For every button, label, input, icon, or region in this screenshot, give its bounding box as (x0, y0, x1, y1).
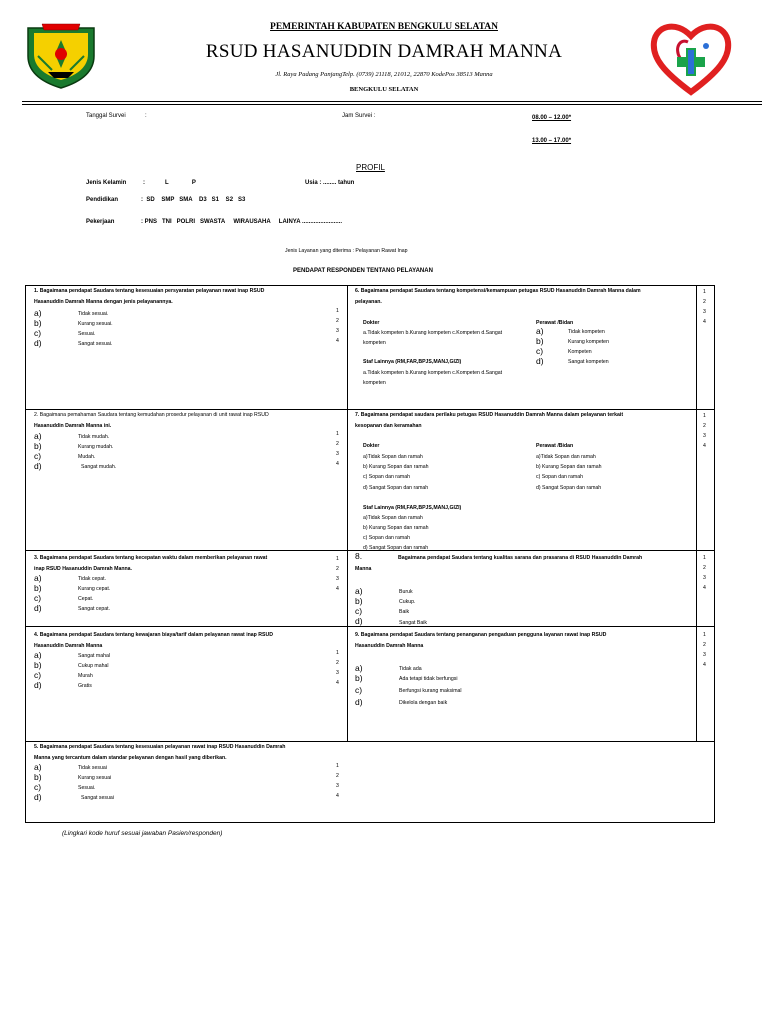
q5-option-c: Sesuai. (78, 785, 96, 791)
q8-option-c: Baik (399, 609, 410, 615)
q7-staff-label: Staf Lainnya (RM,FAR,BPJS,MANJ,GIZI) (363, 505, 462, 511)
q3-score-2[interactable]: 2 (336, 566, 339, 572)
q8-text-line2: Manna (355, 566, 372, 572)
q6-staff-label: Staf Lainnya (RM,FAR,BPJS,MANJ,GIZI) (363, 359, 462, 365)
q7-text-line1: 7. Bagaimana pendapat saudara perilaku petugas RSUD Hasanuddin Damrah Manna dalam pelayanan terkait (355, 412, 624, 418)
q4-letter-c[interactable]: c) (34, 670, 42, 680)
q7-doctor-option-c[interactable]: c) Sopan dan ramah (363, 474, 411, 480)
q7-nurse-option-b[interactable]: b) Kurang Sopan dan ramah (536, 464, 602, 470)
q1-score-1[interactable]: 1 (336, 308, 339, 314)
survey-time-slot-2[interactable]: 13.00 – 17.00* (532, 138, 572, 144)
q6-text-line1: 6. Bagaimana pendapat Saudara tentang kompetensi/kemampuan petugas RSUD Hasanuddin Damrah Manna dalam (355, 288, 641, 294)
q7-score-1[interactable]: 1 (703, 413, 706, 419)
q6-nurse-letter-b[interactable]: b) (536, 336, 544, 346)
q4-letter-a[interactable]: a) (34, 650, 42, 660)
questionnaire-table (25, 285, 715, 823)
q6-nurse-option-b: Kurang kompeten (568, 339, 609, 345)
q9-option-c: Berfungsi kurang maksimal (399, 688, 462, 694)
q6-doctor-options-2[interactable]: kompeten (363, 340, 386, 346)
q2-option-a: Tidak mudah. (78, 434, 110, 440)
q1-score-3[interactable]: 3 (336, 328, 339, 334)
age-field[interactable]: Usia : ........ tahun (305, 180, 355, 186)
q6-doctor-label: Dokter (363, 320, 380, 326)
q6-score-4[interactable]: 4 (703, 319, 706, 325)
q1-text-line2: Hasanuddin Damrah Manna dengan jenis pelayanannya. (34, 299, 173, 305)
q4-text-line2: Hasanuddin Damrah Manna (34, 643, 103, 649)
q2-option-c: Mudah. (78, 454, 96, 460)
q4-option-d: Gratis (78, 683, 92, 689)
q8-letter-b[interactable]: b) (355, 596, 363, 606)
q9-score-1[interactable]: 1 (703, 632, 706, 638)
q6-nurse-label: Perawat /Bidan (536, 320, 574, 326)
q2-score-4[interactable]: 4 (336, 461, 339, 467)
q3-text-line1: 3. Bagaimana pendapat Saudara tentang kecepatan waktu dalam memberikan pelayanan rawat (34, 555, 268, 561)
q3-text-line2: inap RSUD Hasanuddin Damrah Manna. (34, 566, 133, 572)
q1-option-d: Sangat sesuai. (78, 341, 113, 347)
q4-text-line1: 4. Bagaimana pendapat Saudara tentang kewajaran biaya/tarif dalam pelayanan rawat inap RSUD (34, 632, 273, 638)
gender-options[interactable]: : L P (143, 180, 196, 186)
q3-score-1[interactable]: 1 (336, 556, 339, 562)
q7-doctor-option-a[interactable]: a)Tidak Sopan dan ramah (363, 454, 423, 460)
q5-score-4[interactable]: 4 (336, 793, 339, 799)
q4-option-c: Murah (78, 673, 93, 679)
q4-option-a: Sangat mahal (78, 653, 111, 659)
q6-nurse-letter-a[interactable]: a) (536, 326, 544, 336)
q3-score-4[interactable]: 4 (336, 586, 339, 592)
q2-score-1[interactable]: 1 (336, 431, 339, 437)
survey-date-colon[interactable]: : (145, 113, 147, 119)
q6-staff-options-1[interactable]: a.Tidak kompeten b.Kurang kompeten c.Kompeten d.Sangat (363, 370, 503, 376)
q7-nurse-option-c[interactable]: c) Sopan dan ramah (536, 474, 584, 480)
q5-text-line2: Manna yang tercantum dalam standar pelayanan dengan hasil yang diberikan. (34, 755, 227, 761)
q9-option-a: Tidak ada (399, 666, 422, 672)
q5-letter-b[interactable]: b) (34, 772, 42, 782)
survey-time-slot-1[interactable]: 08.00 – 12.00* (532, 115, 572, 121)
q1-option-a: Tidak sesuai. (78, 311, 109, 317)
q6-text-line2: pelayanan. (355, 299, 382, 305)
q1-text-line1: 1. Bagaimana pendapat Saudara tentang kesesuaian persyaratan pelayanan rawat inap RSUD (34, 288, 265, 294)
q9-letter-c[interactable]: c) (355, 685, 363, 695)
q6-score-3[interactable]: 3 (703, 309, 706, 315)
q3-letter-d[interactable]: d) (34, 603, 42, 613)
q8-option-d: Sangat Baik (399, 620, 427, 626)
header-rule-thick (22, 101, 762, 102)
q7-staff-option-d[interactable]: d) Sangat Sopan dan ramah (363, 545, 429, 551)
q8-letter-c[interactable]: c) (355, 606, 363, 616)
q6-nurse-letter-d[interactable]: d) (536, 356, 544, 366)
q3-score-3[interactable]: 3 (336, 576, 339, 582)
q2-text-line2: Hasanuddin Damrah Manna ini. (34, 423, 112, 429)
q5-score-2[interactable]: 2 (336, 773, 339, 779)
q5-letter-c[interactable]: c) (34, 782, 42, 792)
q4-score-4[interactable]: 4 (336, 680, 339, 686)
hospital-name: RSUD HASANUDDIN DAMRAH MANNA (205, 41, 563, 62)
job-options[interactable]: : PNS TNI POLRI SWASTA WIRAUSAHA LAINYA ........................ (141, 219, 343, 225)
q9-option-d: Dikelola dengan baik (399, 700, 448, 706)
q8-option-a: Buruk (399, 589, 413, 595)
q6-score-2[interactable]: 2 (703, 299, 706, 305)
profile-title: PROFIL (356, 163, 385, 172)
q5-option-d: Sangat sesuai (81, 795, 114, 801)
footnote: (Lingkari kode huruf sesuai jawaban Pasien/responden) (62, 830, 223, 837)
q8-score-1[interactable]: 1 (703, 555, 706, 561)
hospital-address: Jl. Raya Padang PanjangTelp. (0739) 21118, 21012, 22870 KodePos 38513 Manna (275, 71, 493, 78)
q7-staff-option-c[interactable]: c) Sopan dan ramah (363, 535, 411, 541)
q9-text-line1: 9. Bagaimana pendapat Saudara tentang penanganan pengaduan pengguna layanan rawat inap RSUD (355, 632, 607, 638)
q7-nurse-option-a[interactable]: a)Tidak Sopan dan ramah (536, 454, 596, 460)
q7-nurse-option-d[interactable]: d) Sangat Sopan dan ramah (536, 485, 602, 491)
q8-score-2[interactable]: 2 (703, 565, 706, 571)
q5-option-a: Tidak sesuai (78, 765, 107, 771)
q1-letter-b[interactable]: b) (34, 318, 42, 328)
q1-letter-a[interactable]: a) (34, 308, 42, 318)
q4-letter-b[interactable]: b) (34, 660, 42, 670)
q2-score-3[interactable]: 3 (336, 451, 339, 457)
q3-letter-b[interactable]: b) (34, 583, 42, 593)
q2-letter-c[interactable]: c) (34, 451, 42, 461)
survey-time-label: Jam Survei : (342, 113, 376, 119)
q7-staff-option-a[interactable]: a)Tidak Sopan dan ramah (363, 515, 423, 521)
q6-nurse-option-d: Sangat kompeten (568, 359, 609, 365)
q6-nurse-option-a: Tidak kompeten (568, 329, 605, 335)
q3-letter-c[interactable]: c) (34, 593, 42, 603)
opinion-title: PENDAPAT RESPONDEN TENTANG PELAYANAN (293, 268, 433, 274)
q8-text-line1: Bagaimana pendapat Saudara tentang kualitas sarana dan prasarana di RSUD Hasanuddin Damrah (398, 555, 643, 561)
q7-score-4[interactable]: 4 (703, 443, 706, 449)
q1-option-c: Sesuai. (78, 331, 96, 337)
q2-letter-b[interactable]: b) (34, 441, 42, 451)
q3-option-d: Sangat cepat. (78, 606, 111, 612)
q6-doctor-options-1[interactable]: a.Tidak kompeten b.Kurang kompeten c.Kompeten d.Sangat (363, 330, 503, 336)
q8-letter-a[interactable]: a) (355, 586, 363, 596)
q8-number: 8. (355, 551, 363, 561)
q7-text-line2: kesopanan dan keramahan (355, 423, 422, 429)
q3-option-b: Kurang cepat. (78, 586, 111, 592)
government-name: PEMERINTAH KABUPATEN BENGKULU SELATAN (270, 22, 498, 32)
q6-score-1[interactable]: 1 (703, 289, 706, 295)
job-label: Pekerjaan (86, 219, 115, 225)
q2-letter-d[interactable]: d) (34, 461, 42, 471)
q9-text-line2: Hasanuddin Damrah Manna (355, 643, 424, 649)
q3-letter-a[interactable]: a) (34, 573, 42, 583)
q9-letter-a[interactable]: a) (355, 663, 363, 673)
q2-option-b: Kurang mudah. (78, 444, 114, 450)
q7-nurse-label: Perawat /Bidan (536, 443, 574, 449)
q6-nurse-option-c: Kompeten (568, 349, 592, 355)
q5-text-line1: 5. Bagaimana pendapat Saudara tentang kesesuaian pelayanan rawat inap RSUD Hasanuddin Damrah (34, 744, 286, 750)
q5-letter-d[interactable]: d) (34, 792, 42, 802)
q7-score-2[interactable]: 2 (703, 423, 706, 429)
gender-label: Jenis Kelamin (86, 180, 127, 186)
q1-letter-d[interactable]: d) (34, 338, 42, 348)
q9-score-4[interactable]: 4 (703, 662, 706, 668)
q2-letter-a[interactable]: a) (34, 431, 42, 441)
q6-nurse-letter-c[interactable]: c) (536, 346, 544, 356)
q9-letter-d[interactable]: d) (355, 697, 363, 707)
q4-score-2[interactable]: 2 (336, 660, 339, 666)
q6-staff-options-2[interactable]: kompeten (363, 380, 386, 386)
q8-score-3[interactable]: 3 (703, 575, 706, 581)
service-type-line: Jenis Layanan yang diterima : Pelayanan Rawat Inap (285, 248, 408, 254)
q4-option-b: Cukup mahal (78, 663, 109, 669)
q5-score-3[interactable]: 3 (336, 783, 339, 789)
q8-option-b: Cukup. (399, 599, 416, 605)
q5-option-b: Kurang sesuai (78, 775, 112, 781)
q5-letter-a[interactable]: a) (34, 762, 42, 772)
q1-score-2[interactable]: 2 (336, 318, 339, 324)
q8-letter-d[interactable]: d) (355, 616, 363, 626)
survey-date-label: Tanggal Survei (86, 113, 126, 119)
q4-score-3[interactable]: 3 (336, 670, 339, 676)
q2-text-line1: 2. Bagaimana pemahaman Saudara tentang kemudahan prosedur pelayanan di unit rawat inap RSUD (34, 412, 269, 418)
q7-score-3[interactable]: 3 (703, 433, 706, 439)
q9-option-b: Ada tetapi tidak berfungsi (399, 676, 458, 682)
header-rule-thin (22, 104, 762, 105)
q1-score-4[interactable]: 4 (336, 338, 339, 344)
q2-score-2[interactable]: 2 (336, 441, 339, 447)
q9-score-3[interactable]: 3 (703, 652, 706, 658)
education-options[interactable]: : SD SMP SMA D3 S1 S2 S3 (141, 197, 246, 203)
q2-option-d: Sangat mudah. (81, 464, 117, 470)
q7-doctor-label: Dokter (363, 443, 380, 449)
q7-doctor-option-d[interactable]: d) Sangat Sopan dan ramah (363, 485, 429, 491)
q9-letter-b[interactable]: b) (355, 673, 363, 683)
education-label: Pendidikan (86, 197, 119, 203)
q5-score-1[interactable]: 1 (336, 763, 339, 769)
q4-score-1[interactable]: 1 (336, 650, 339, 656)
q4-letter-d[interactable]: d) (34, 680, 42, 690)
q3-option-c: Cepat. (78, 596, 94, 602)
q1-option-b: Kurang sesuai. (78, 321, 113, 327)
q7-staff-option-b[interactable]: b) Kurang Sopan dan ramah (363, 525, 429, 531)
q7-doctor-option-b[interactable]: b) Kurang Sopan dan ramah (363, 464, 429, 470)
q1-letter-c[interactable]: c) (34, 328, 42, 338)
hospital-city: BENGKULU SELATAN (349, 86, 419, 93)
q3-option-a: Tidak cepat. (78, 576, 107, 582)
q8-score-4[interactable]: 4 (703, 585, 706, 591)
q9-score-2[interactable]: 2 (703, 642, 706, 648)
